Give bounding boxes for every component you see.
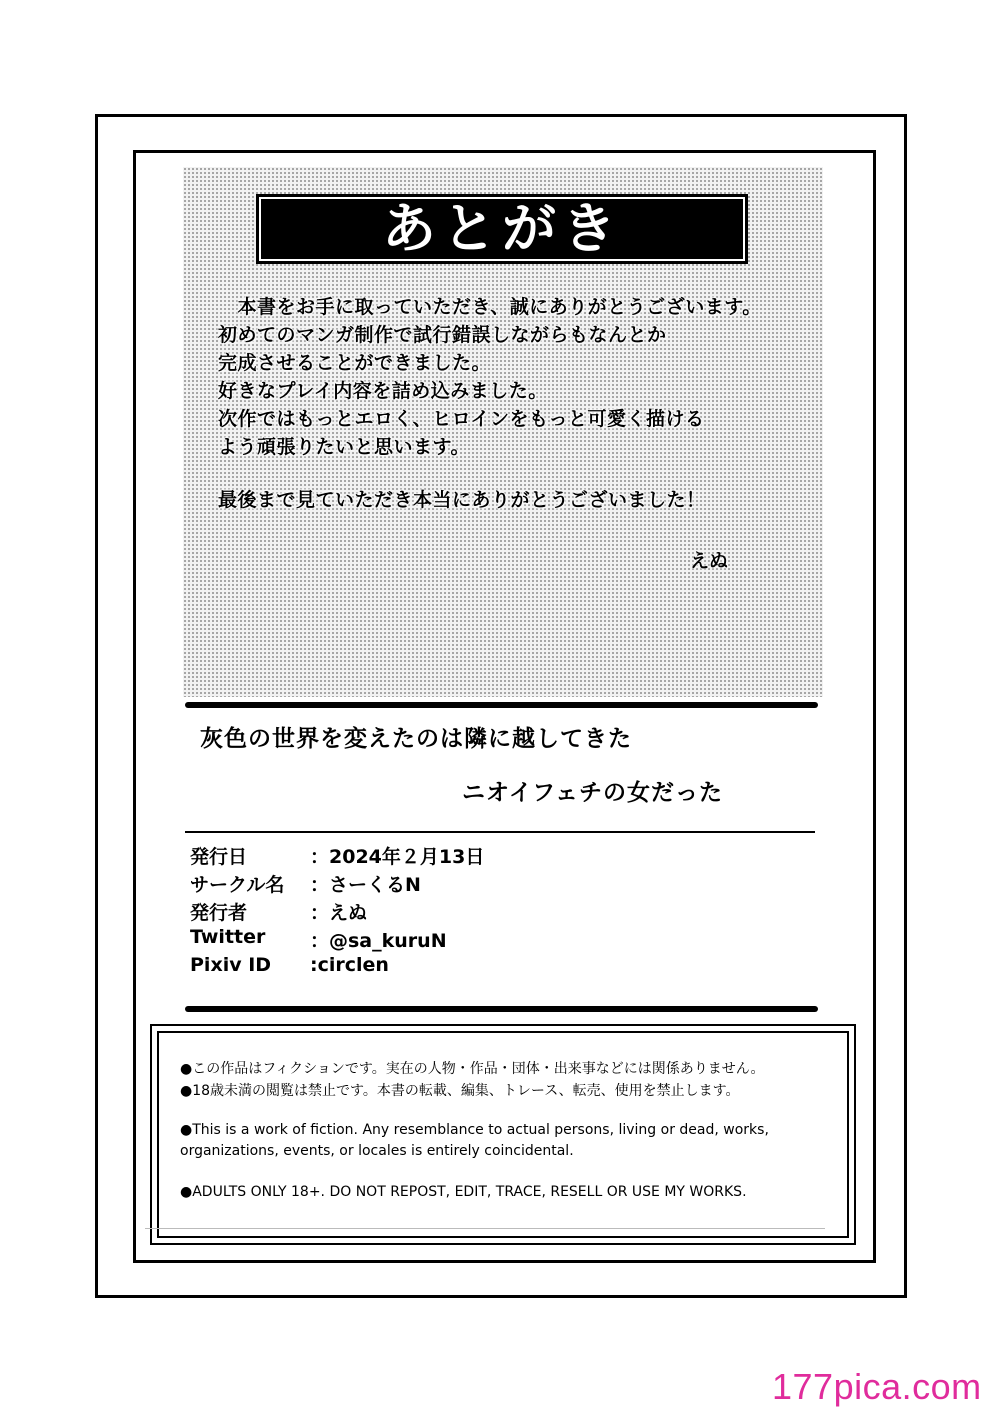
afterword-line: 本書をお手に取っていただき、誠にありがとうございます。 — [218, 296, 762, 318]
afterword-line: 初めてのマンガ制作で試行錯誤しながらもなんとか — [218, 324, 667, 346]
afterword-heading-band — [256, 194, 748, 264]
afterword-line: 完成させることができました。 — [218, 352, 492, 374]
afterword-heading: あとがき — [382, 197, 622, 260]
afterword-line: 最後まで見ていただき本当にありがとうございました！ — [218, 489, 706, 511]
afterword-line: よう頑張りたいと思います。 — [218, 436, 470, 458]
colophon-value: ：@sa_kuruN — [310, 930, 447, 952]
afterword-signature: えぬ — [690, 550, 729, 572]
afterword-line: 好きなプレイ内容を詰め込みました。 — [218, 380, 548, 402]
colophon-value: :circlen — [310, 954, 389, 976]
notice-line: ●ADULTS ONLY 18+. DO NOT REPOST, EDIT, TRACE, RESELL OR USE MY WORKS. — [180, 1184, 747, 1200]
notice-line: ●This is a work of fiction. Any resemblance to actual persons, living or dead, works, — [180, 1122, 769, 1138]
notice-line: organizations, events, or locales is entirely coincidental. — [180, 1143, 574, 1159]
colophon-value: ：えぬ — [310, 902, 368, 924]
notice-line: ●この作品はフィクションです。実在の人物・作品・団体・出来事などには関係ありません。 — [180, 1061, 765, 1077]
colophon-label: 発行者 — [190, 902, 248, 924]
afterword-line: 次作ではもっとエロく、ヒロインをもっと可愛く描ける — [218, 408, 705, 430]
divider-top — [185, 702, 818, 708]
divider-bottom — [185, 1006, 818, 1012]
colophon-value: ：さーくるN — [310, 874, 421, 896]
colophon-label: Pixiv ID — [190, 954, 272, 976]
colophon-value: ：2024年２月13日 — [310, 846, 485, 868]
colophon-label: 発行日 — [190, 846, 248, 868]
book-title-line1: 灰色の世界を変えたのは隣に越してきた — [200, 726, 632, 752]
notice-divider — [145, 1228, 825, 1229]
watermark: 177pica.com — [772, 1366, 982, 1407]
divider-colophon — [185, 831, 815, 833]
colophon-label: Twitter — [190, 926, 266, 948]
notice-line: ●18歳未満の閲覧は禁止です。本書の転載、編集、トレース、転売、使用を禁止します。 — [180, 1083, 740, 1099]
book-title-line2: ニオイフェチの女だった — [462, 780, 724, 806]
colophon-label: サークル名 — [190, 874, 285, 896]
